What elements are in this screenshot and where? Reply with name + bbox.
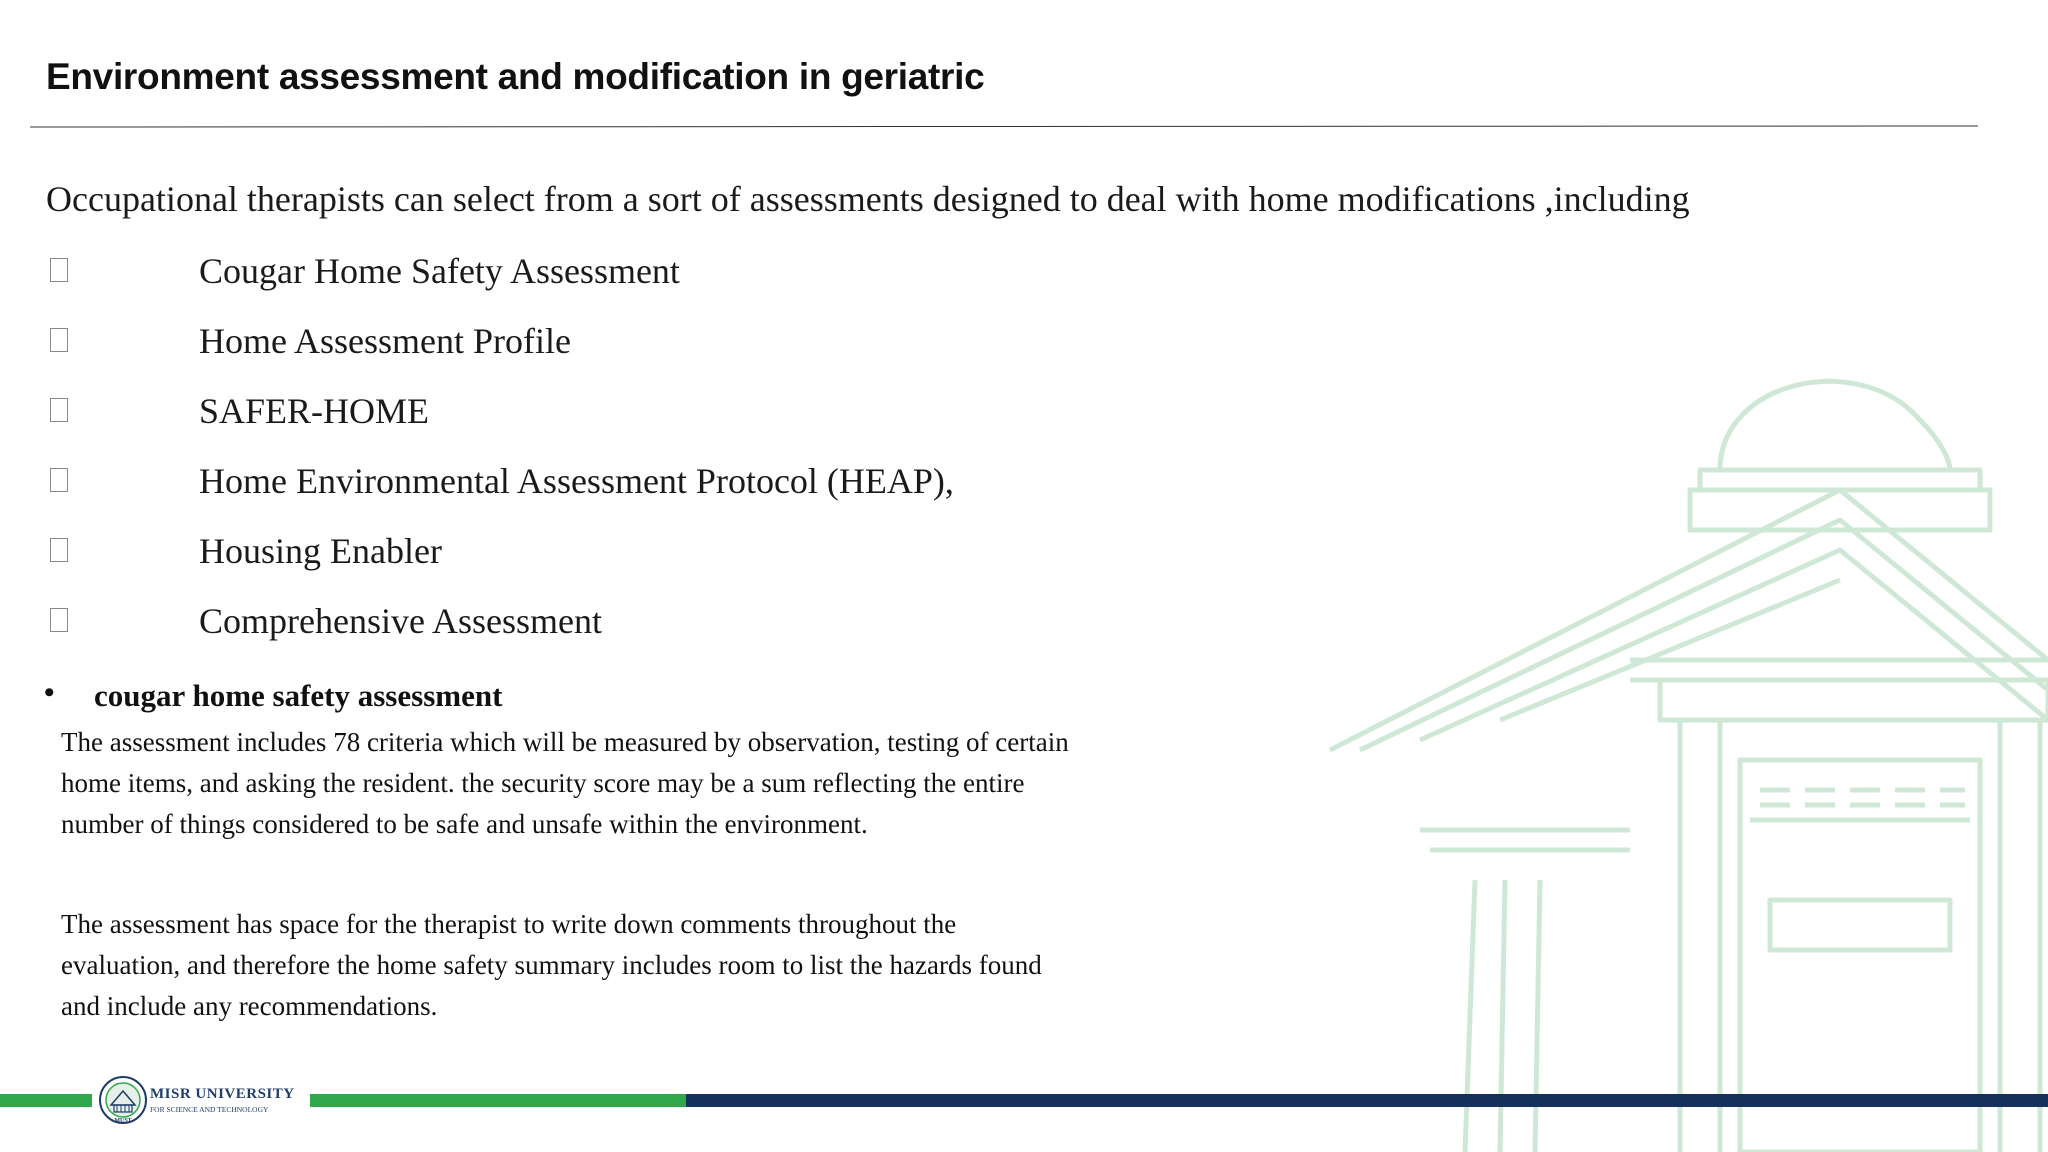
intro-text: Occupational therapists can select from a sort of assessments designed to deal with home modifications ,including [46,179,1690,219]
university-logo [92,1072,310,1128]
checkbox-square-icon [50,608,68,632]
svg-text:MUST: MUST [114,1118,132,1124]
section-title: cougar home safety assessment [94,678,503,713]
logo-subtitle: FOR SCIENCE AND TECHNOLOGY [150,1105,269,1114]
list-item-label: Housing Enabler [199,531,442,571]
checkbox-square-icon [50,258,68,282]
list-item-label: Cougar Home Safety Assessment [199,251,680,291]
section-bullet: • [44,676,55,709]
page-title: Environment assessment and modification in geriatric [46,56,985,97]
list-item-label: SAFER-HOME [199,391,430,431]
checkbox-square-icon [50,328,68,352]
list-item-label: Home Environmental Assessment Protocol (HEAP), [199,461,954,501]
checkbox-square-icon [50,468,68,492]
footer-navy-bar [686,1094,2048,1107]
building-watermark-icon [1300,360,2048,1152]
logo-name: MISR UNIVERSITY [150,1086,295,1102]
list-item-label: Home Assessment Profile [199,321,571,361]
section-paragraph-1: The assessment includes 78 criteria which will be measured by observation, testing of certain home items, and asking the resident. the security score may be a sum reflecting the entire number of things considered to be safe and unsafe within the environment. [61,727,1069,839]
checkbox-square-icon [50,398,68,422]
university-seal-icon [98,1075,148,1125]
list-item-label: Comprehensive Assessment [199,601,602,641]
title-divider [30,125,1978,127]
section-paragraph-2: The assessment has space for the therapist to write down comments throughout the evaluation, and therefore the home safety summary includes room to list the hazards found and include any recommendations. [61,909,1042,1021]
checkbox-square-icon [50,538,68,562]
